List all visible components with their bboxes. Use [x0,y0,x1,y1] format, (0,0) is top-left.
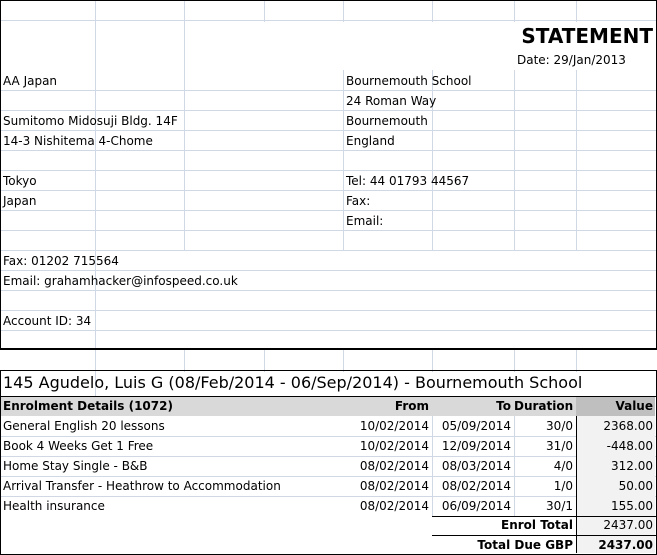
row-value: 312.00 [611,459,653,473]
grid-line [576,350,577,372]
header-to: To [496,399,511,413]
statement-title: STATEMENT [521,24,653,48]
school-town: Bournemouth [346,114,428,128]
school-country: England [346,134,395,148]
row-to: 06/09/2014 [441,499,511,513]
row-to: 12/09/2014 [441,439,511,453]
header-from: From [394,399,429,413]
agent-address-2: 14-3 Nishitema 4-Chome [3,134,153,148]
agent-name: AA Japan [3,74,58,88]
row-duration: 1/0 [553,479,573,493]
row-value: -448.00 [606,439,653,453]
row-value: 50.00 [618,479,653,493]
grid-line [264,350,265,372]
row-to: 08/03/2014 [441,459,511,473]
row-from: 10/02/2014 [359,439,429,453]
row-to: 05/09/2014 [441,419,511,433]
agent-fax: Fax: 01202 715564 [3,254,119,268]
grid-line [343,350,344,372]
row-duration: 4/0 [553,459,573,473]
row-description: General English 20 lessons [3,419,165,433]
row-description: Health insurance [3,499,105,513]
school-name: Bournemouth School [346,74,472,88]
account-id: Account ID: 34 [3,314,92,328]
grid-line [184,350,185,372]
school-fax: Fax: [346,194,371,208]
agent-city: Tokyo [3,174,37,188]
row-duration: 31/0 [546,439,573,453]
header-value: Value [615,399,653,413]
header-details: Enrolment Details (1072) [3,399,173,413]
enrol-total-value: 2437.00 [603,518,653,532]
enrol-total-label: Enrol Total [501,518,573,532]
header-duration: Duration [514,399,574,413]
row-value: 155.00 [611,499,653,513]
agent-email: Email: grahamhacker@infospeed.co.uk [3,274,238,288]
row-description: Home Stay Single - B&B [3,459,148,473]
row-description: Arrival Transfer - Heathrow to Accommodation [3,479,281,493]
row-from: 08/02/2014 [359,459,429,473]
agent-address-1: Sumitomo Midosuji Bldg. 14F [3,114,178,128]
row-from: 08/02/2014 [359,499,429,513]
row-to: 08/02/2014 [441,479,511,493]
grid-line [514,350,515,372]
row-description: Book 4 Weeks Get 1 Free [3,439,154,453]
agent-country: Japan [3,194,37,208]
row-duration: 30/0 [546,419,573,433]
total-due-label: Total Due GBP [477,538,573,552]
statement-date: Date: 29/Jan/2013 [517,53,626,67]
student-header: 145 Agudelo, Luis G (08/Feb/2014 - 06/Sep/2014) - Bournemouth School [3,373,583,392]
row-from: 08/02/2014 [359,479,429,493]
total-due-value: 2437.00 [598,538,653,552]
school-street: 24 Roman Way [346,94,437,108]
grid-line [432,350,433,372]
row-from: 10/02/2014 [359,419,429,433]
row-duration: 30/1 [546,499,573,513]
school-tel: Tel: 44 01793 44567 [346,174,470,188]
row-value: 2368.00 [603,419,653,433]
school-email: Email: [346,214,384,228]
section-divider [0,348,657,350]
